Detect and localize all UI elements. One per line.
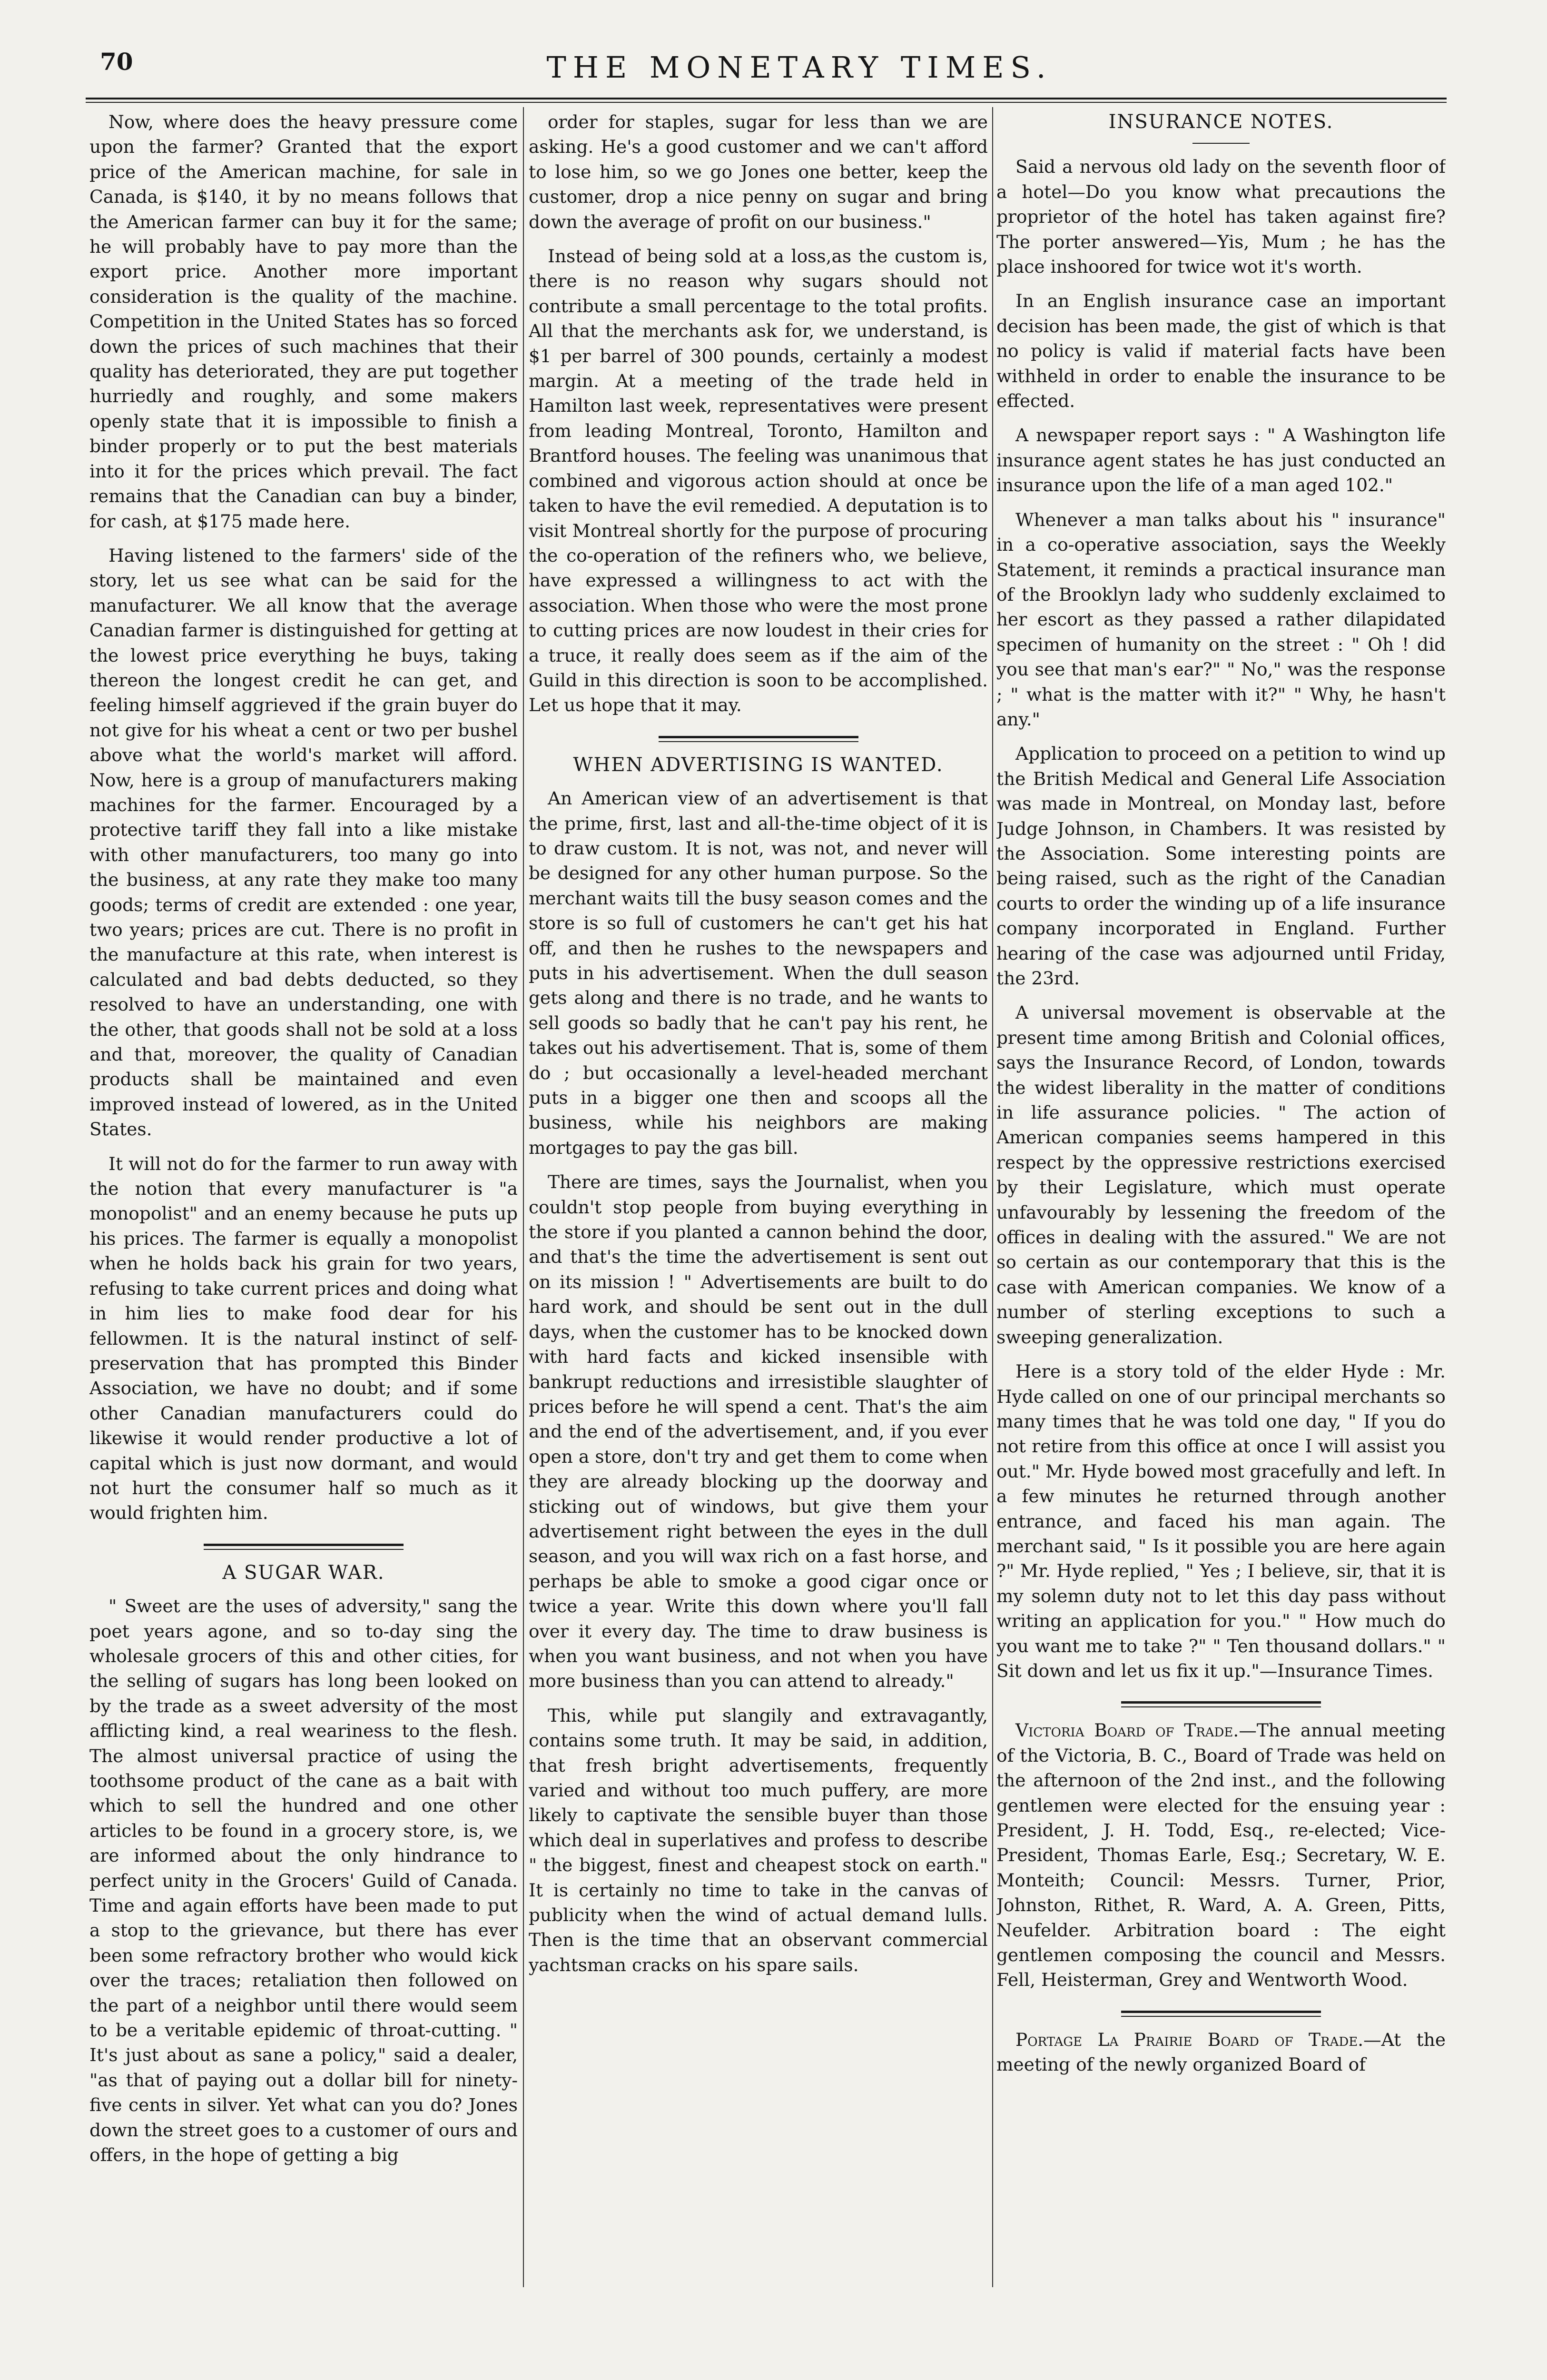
article-paragraph: order for staples, sugar for less than we are asking. He's a good customer and we can't afford to lose him, so we go Jones one better, keep the customer, drop a nice penny on sugar and bring down the average of profit on our business." (529, 111, 988, 232)
section-divider (1121, 1701, 1321, 1707)
article-paragraph: Now, where does the heavy pressure come upon the farmer? Granted that the export price of the American machine, for sale in Canada, is $140, it by no means follows that the American farmer can buy it for the same; he will probably have to pay more than the export price. Another more important consideration is the quality of the machine. Competition in the United States has so forced down the prices of such machines that their quality has deteriorated, they are put together hurriedly and roughly, and some makers openly state that it is impossible to finish a binder properly or to put the best materials into it for the prices which prevail. The fact remains that the Canadian can buy a binder, for cash, at $175 made here. (89, 111, 518, 532)
advertising-heading: WHEN ADVERTISING IS WANTED. (573, 754, 944, 776)
victoria-board-lead: Victoria Board of Trade. (1015, 1720, 1239, 1741)
section-divider (1121, 2011, 1321, 2017)
portage-board-text: —At the meeting of the newly organized Board of (996, 2029, 1446, 2075)
victoria-board-paragraph (996, 1718, 1446, 1992)
column-3 (996, 109, 1446, 2365)
article-paragraph: Said a nervous old lady on the seventh floor of a hotel—Do you know what precautions the proprietor of the hotel has taken against fire? The porter answered—Yis, Mum ; he has the place inshoored for twice wot it's worth. (996, 156, 1446, 278)
article-paragraph: It will not do for the farmer to run away with the notion that every manufacturer is "a monopolist" and an enemy because he puts up his prices. The farmer is equally a monopolist when he holds back his grain for two years, refusing to take current prices and doing what in him lies to make food dear for his fellowmen. It is the natural instinct of self-preservation that has prompted this Binder Association, we have no doubt; and if some other Canadian manufacturers could do likewise it would render productive a lot of capital which is just now dormant, and would not hurt the consumer half so much as it would frighten him. (89, 1153, 518, 1524)
sugar-war-heading: A SUGAR WAR. (222, 1561, 385, 1584)
column-divider-2 (992, 107, 993, 2287)
heading-rule (1192, 143, 1250, 144)
portage-board-lead: Portage La Prairie Board of Trade. (1015, 2029, 1364, 2050)
article-paragraph: " Sweet are the uses of adversity," sang the poet years agone, and so to-day sing the wholesale grocers of this and other cities, for the selling of sugars has long been looked on by the trade as a sweet adversity of the most afflicting kind, a real weariness to the flesh. The almost universal practice of using the toothsome product of the cane as a bait with which to sell the hundred and one other articles to be found in a grocery store, is, we are informed about the only hindrance to perfect unity in the Grocers' Guild of Canada. Time and again efforts have been made to put a stop to the grievance, but there has ever been some refractory brother who would kick over the traces; retaliation then followed on the part of a neighbor until there would seem to be a veritable epidemic of throat-cutting. " It's just about as sane a policy," said a dealer, "as that of paying out a dollar bill for ninety-five cents in silver. Yet what can you do? Jones down the street goes to a customer of ours and offers, in the hope of getting a big (89, 1596, 518, 2166)
page-header (67, 38, 1447, 90)
article-paragraph: A universal movement is observable at the present time among British and Colonial offices, says the Insurance Record, of London, towards the widest liberality in the matter of conditions in life assurance policies. " The action of American companies seems hampered in this respect by the oppressive restrictions exercised by their Legislature, which must operate unfavourably by lessening the freedom of the offices in dealing with the assured." We are not so certain as our contemporary that this is the case with American companies. We know of a number of sterling exceptions to such a sweeping generalization. (996, 1002, 1446, 1348)
section-divider (204, 1544, 404, 1550)
article-paragraph: In an English insurance case an important decision has been made, the gist of which is that no policy is valid if material facts have been withheld in order to enable the insurance to be effected. (996, 290, 1446, 412)
article-paragraph: Application to proceed on a petition to wind up the British Medical and General Life Association was made in Montreal, on Monday last, before Judge Johnson, in Chambers. It was resisted by the Association. Some interesting points are being raised, such as the right of the Canadian courts to order the winding up of a life insurance company incorporated in England. Further hearing of the case was adjourned until Friday, the 23rd. (996, 743, 1446, 989)
article-paragraph: A newspaper report says : " A Washington life insurance agent states he has just conducted an insurance upon the life of a man aged 102." (996, 425, 1446, 496)
column-divider-1 (523, 107, 524, 2287)
header-rule (86, 98, 1447, 99)
article-paragraph: Having listened to the farmers' side of the story, let us see what can be said for the manufacturer. We all know that the average Canadian farmer is distinguished for getting at the lowest price everything he buys, taking thereon the longest credit he can get, and feeling himself aggrieved if the grain buyer do not give for his wheat a cent or two per bushel above what the world's market will afford. Now, here is a group of manufacturers making machines for the farmer. Encouraged by a protective tariff they fall into a like mistake with other manufacturers, too many go into the business, at any rate they make too many goods; terms of credit are extended : one year, two years; prices are cut. There is no profit in the manufacture at this rate, when interest is calculated and bad debts deducted, so they resolved to have an understanding, one with the other, that goods shall not be sold at a loss and that, moreover, the quality of Canadian products shall be maintained and even improved instead of lowered, as in the United States. (89, 545, 518, 1140)
article-paragraph: An American view of an advertisement is that the prime, first, last and all-the-time object of it is to draw custom. It is not, was not, and never will be designed for any other human purpose. So the merchant waits till the busy season comes and the store is so full of customers he can't get his hat off, and then he rushes to the newspapers and puts in his advertisement. When the dull season gets along and there is no trade, and he wants to sell goods so badly that he can't pay his rent, he takes out his advertisement. That is, some of them do ; but occasionally a level-headed merchant puts in a bigger one then and scoops all the business, while his neighbors are making mortgages to pay the gas bill. (529, 788, 988, 1158)
insurance-notes-heading: INSURANCE NOTES. (1108, 111, 1334, 133)
page-number: 70 (100, 48, 133, 76)
article-paragraph: Whenever a man talks about his " insurance" in a co-operative association, says the Weekly Statement, it reminds a practical insurance man of the Brooklyn lady who suddenly exclaimed to her escort as they passed a rather dilapidated specimen of humanity on the street : " Oh ! did you see that man's ear?" " No," was the response ; " what is the matter with it?" " Why, he hasn't any." (996, 509, 1446, 730)
header-rule-thin (86, 102, 1447, 103)
masthead-title: THE MONETARY TIMES. (546, 50, 1053, 85)
article-paragraph: There are times, says the Journalist, when you couldn't stop people from buying everything in the store if you planted a cannon behind the door, and that's the time the advertisement is sent out on its mission ! " Advertisements are built to do hard work, and should be sent out in the dull days, when the customer has to be knocked down with hard facts and kicked insensible with bankrupt reductions and irresistible slaughter of prices before he will spend a cent. That's the aim and the end of the advertisement, and, if you ever open a store, don't try and get them to come when they are already blocking up the doorway and sticking out of windows, but give them your advertisement right between the eyes in the dull season, and you will wax rich on a fast horse, and perhaps be able to smoke a good cigar once or twice a year. Write this down where you'll fall over it every day. The time to draw business is when you want business, and not when you have more business than you can attend to already." (529, 1171, 988, 1692)
article-paragraph: This, while put slangily and extravagantly, contains some truth. It may be said, in addition, that fresh bright advertisements, frequently varied and without too much puffery, are more likely to captivate the sensible buyer than those which deal in superlatives and profess to describe " the biggest, finest and cheapest stock on earth." It is certainly no time to take in the canvas of publicity when the wind of actual demand lulls. Then is the time that an observant commercial yachtsman cracks on his spare sails. (529, 1705, 988, 1975)
section-divider (659, 736, 858, 742)
portage-board-paragraph (996, 2027, 1446, 2077)
column-2 (529, 109, 988, 2365)
victoria-board-text: —The annual meeting of the Victoria, B. C., Board of Trade was held on the afternoon of the 2nd inst., and the following gentlemen were elected for the ensuing year : President, J. H. Todd, Esq., re-elected; Vice-President, Thomas Earle, Esq.; Secretary, W. E. Monteith; Council: Messrs. Turner, Prior, Johnston, Rithet, R. Ward, A. A. Green, Pitts, Neufelder. Arbitration board : The eight gentlemen composing the council and Messrs. Fell, Heisterman, Grey and Wentworth Wood. (996, 1720, 1446, 1991)
article-paragraph: Instead of being sold at a loss,as the custom is, there is no reason why sugars should not contribute a small percentage to the total profits. All that the merchants ask for, we understand, is $1 per barrel of 300 pounds, certainly a modest margin. At a meeting of the trade held in Hamilton last week, representatives were present from leading Montreal, Toronto, Hamilton and Brantford houses. The feeling was unanimous that combined and vigorous action should at once be taken to have the evil remedied. A deputation is to visit Montreal shortly for the purpose of procuring the co-operation of the refiners who, we believe, have expressed a willingness to act with the association. When those who were the most prone to cutting prices are now loudest in their cries for a truce, it really does seem as if the aim of the Guild in this direction is soon to be accomplished. Let us hope that it may. (529, 246, 988, 716)
column-1 (89, 109, 518, 2365)
article-paragraph: Here is a story told of the elder Hyde : Mr. Hyde called on one of our principal merchants so many times that he was told one day, " If you do not retire from this office at once I will assist you out." Mr. Hyde bowed most gracefully and left. In a few minutes he returned through another entrance, and faced his man again. The merchant said, " Is it possible you are here again ?" Mr. Hyde replied, " Yes ; I believe, sir, that it is my solemn duty not to let this day pass without writing an application for you." " How much do you want me to take ?" " Ten thousand dollars." " Sit down and let us fix it up."—Insurance Times. (996, 1361, 1446, 1681)
